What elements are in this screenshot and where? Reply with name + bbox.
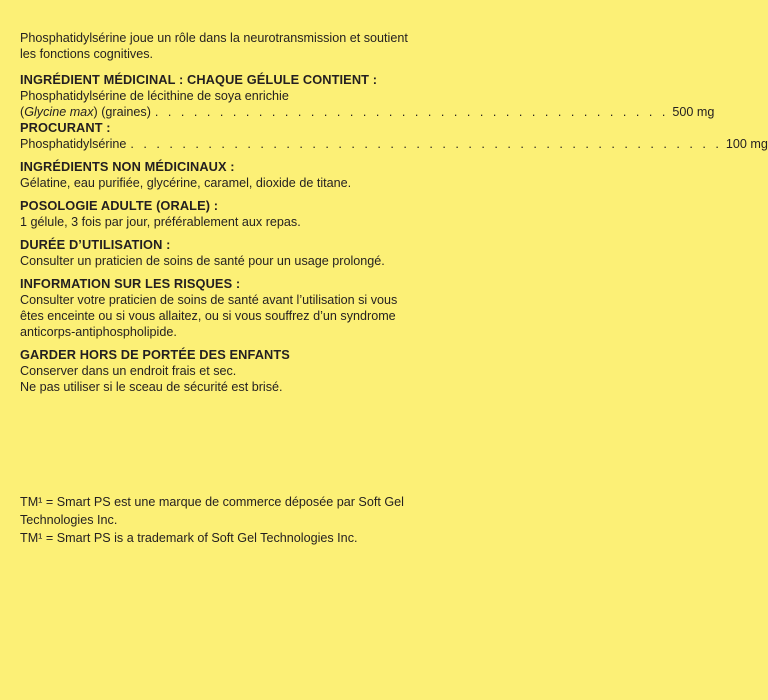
storage-heading: GARDER HORS DE PORTÉE DES ENFANTS bbox=[20, 347, 290, 362]
medicinal-ingredient-row bbox=[20, 104, 715, 120]
dot-leader: . . . . . . . . . . . . . . . . . . . . . . . . . . . . . . . . . . . . . . . . bbox=[154, 105, 669, 119]
medicinal-ingredient-section bbox=[20, 72, 768, 152]
latin-suffix: (graines) bbox=[97, 105, 151, 119]
providing-heading: PROCURANT : bbox=[20, 120, 111, 135]
intro-text: Phosphatidylsérine joue un rôle dans la neurotransmission et soutient les fonctions cognitives. bbox=[20, 31, 408, 61]
risks-text: Consulter votre praticien de soins de santé avant l’utilisation si vous êtes enceinte ou si vous allaitez, ou si vous souffrez d’un syndrome anticorps-antiphospholipide. bbox=[20, 293, 398, 339]
medicinal-ingredient-line1: Phosphatidylsérine de lécithine de soya enrichie bbox=[20, 89, 289, 103]
product-label-text bbox=[20, 30, 768, 402]
non-medicinal-heading: INGRÉDIENTS NON MÉDICINAUX : bbox=[20, 159, 235, 174]
medicinal-ingredient-amount: 500 mg bbox=[672, 105, 715, 119]
risks-section bbox=[20, 276, 420, 340]
dot-leader: . . . . . . . . . . . . . . . . . . . . . . . . . . . . . . . . . . . . . . . . . . . . . . bbox=[130, 137, 722, 151]
providing-item: Phosphatidylsérine bbox=[20, 137, 127, 151]
duration-text: Consulter un praticien de soins de santé pour un usage prolongé. bbox=[20, 254, 385, 268]
non-medicinal-text: Gélatine, eau purifiée, glycérine, caramel, dioxide de titane. bbox=[20, 176, 352, 190]
risks-heading: INFORMATION SUR LES RISQUES : bbox=[20, 276, 241, 291]
duration-section bbox=[20, 237, 420, 269]
trademark-footer bbox=[20, 493, 425, 547]
storage-section bbox=[20, 347, 420, 395]
dosage-section bbox=[20, 198, 420, 230]
dosage-heading: POSOLOGIE ADULTE (ORALE) : bbox=[20, 198, 219, 213]
trademark-english: TM¹ = Smart PS is a trademark of Soft Gel Technologies Inc. bbox=[20, 531, 358, 545]
duration-heading: DURÉE D’UTILISATION : bbox=[20, 237, 171, 252]
trademark-french: TM¹ = Smart PS est une marque de commerce déposée par Soft Gel Technologies Inc. bbox=[20, 495, 404, 527]
medicinal-ingredient-line2: (Glycine max) (graines) bbox=[20, 105, 151, 119]
dosage-text: 1 gélule, 3 fois par jour, préférablement aux repas. bbox=[20, 215, 301, 229]
storage-line1: Conserver dans un endroit frais et sec. bbox=[20, 364, 237, 378]
providing-row bbox=[20, 136, 768, 152]
non-medicinal-section bbox=[20, 159, 420, 191]
latin-name: Glycine max bbox=[24, 105, 94, 119]
storage-line2: Ne pas utiliser si le sceau de sécurité est brisé. bbox=[20, 380, 283, 394]
providing-amount: 100 mg bbox=[725, 137, 768, 151]
medicinal-ingredient-heading: INGRÉDIENT MÉDICINAL : CHAQUE GÉLULE CONTIENT : bbox=[20, 72, 378, 87]
